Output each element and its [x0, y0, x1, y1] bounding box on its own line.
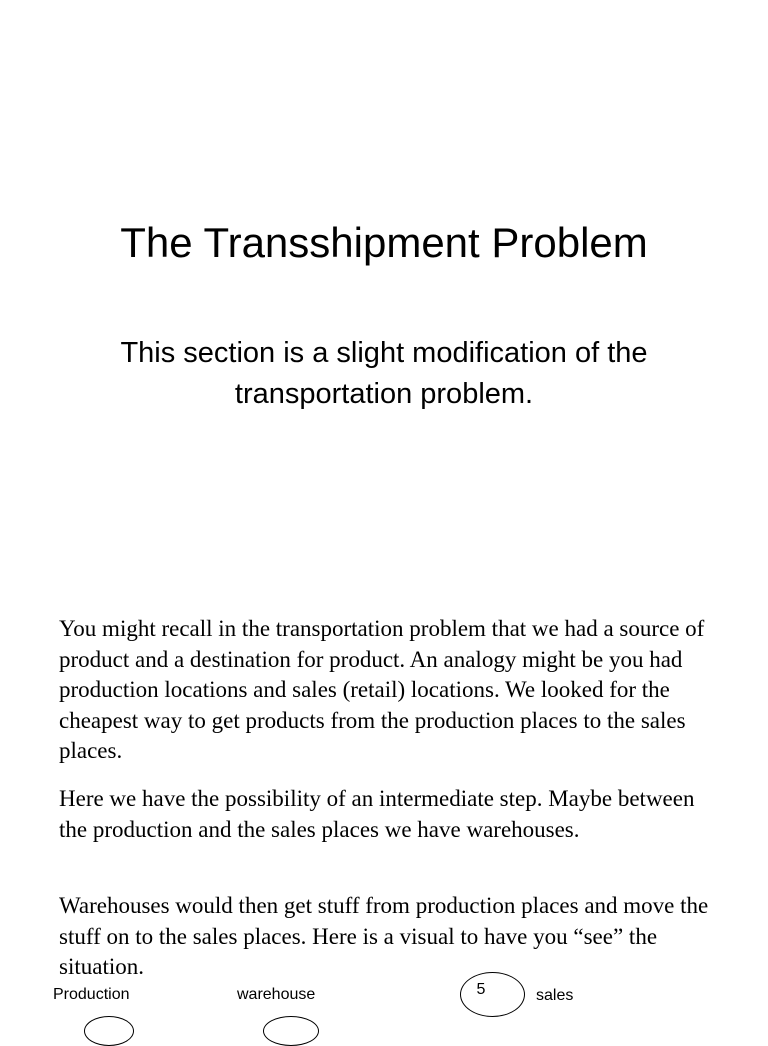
- sales-label: sales: [536, 987, 574, 1004]
- paragraph-intermediate-step: Here we have the possibility of an intermediate step. Maybe between the production and the sales places we have warehouses.: [59, 786, 695, 842]
- page-title: The Transshipment Problem: [120, 219, 648, 266]
- paragraph-intro: You might recall in the transportation problem that we had a source of product and a destination for product. An analogy might be you had production locations and sales (retail) locations. We looked for the cheapest way to get products from the production places to the sales places.: [59, 616, 705, 763]
- warehouse-label: warehouse: [237, 986, 316, 1003]
- node-number: 5: [476, 981, 486, 998]
- production-label: Production: [53, 986, 130, 1003]
- warehouse-node: [263, 1016, 319, 1046]
- page-subtitle: This section is a slight modification of the transportation problem.: [120, 337, 648, 410]
- diagram-node: [460, 972, 525, 1017]
- production-node: [84, 1016, 134, 1046]
- paragraph-warehouses: Warehouses would then get stuff from production places and move the stuff on to the sales places. Here is a visual to have you “see” the situation.: [59, 893, 709, 979]
